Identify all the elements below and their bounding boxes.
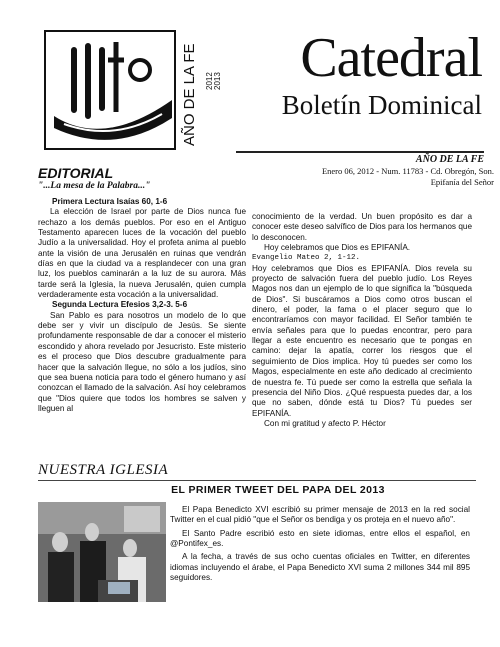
second-reading-paragraph: San Pablo es para nosotros un modelo de lo que debe ser y vivir un discípulo de Jesús. Se siente profundamente responsable de dar a conocer el misterio escondido y ahora revelado por Jesucristo. Este misterio es el proceso que Dios descubre gradualmente para hacer que la salvación llegue, no sólo a los judíos, sino que sea buena noticia para todo el género humano y así conozcan el llamado de la salvación. Así hoy celebramos que "Dios quiere que todos los hombres se salven y lleguen al [38, 310, 246, 413]
article-paragraph: El Papa Benedicto XVI escribió su primer mensaje de 2013 en la red social Twitter en el cual pidió "que el Señor os bendiga y os proteja en el nuevo año". [170, 505, 470, 525]
feast-line: Epifanía del Señor [430, 177, 494, 187]
pope-tablet-photo [38, 502, 166, 602]
editorial-subtitle: "...La mesa de la Palabra..." [38, 181, 151, 191]
epiphany-statement: Hoy celebramos que Dios es EPIFANÍA. [264, 243, 411, 253]
gospel-reflection: Hoy celebramos que Dios es EPIFANÍA. Dios revela su proyecto de salvación fuera del pueblo judío. Los Reyes Magos nos dan un ejemplo de lo que significa la "búsqueda de Dios". Si buscáramos a Dios como otros buscan el dinero, el poder, la fama o el placer seguro que lo encontraríamos con mayor facilidad. El Señor también te envía señales para que lo puedas encontrar, pero para llegar a este encuentro es necesario que te pongas en camino: dejar la apatía, correr los riesgos que el seguimiento de Dios implica. Hoy tú puedes ser como los Magos, especialmente en este año dedicado al crecimiento de nuestra fe. Tú puede ser como la estrella que señala la presencia del Niño Dios. ¿Qué respuesta puedes dar, a los que no saben, dónde está tu Dios? Tú puedes ser EPIFANÍA. [252, 263, 472, 418]
issue-line: Enero 06, 2012 - Num. 11783 - Cd. Obregón, Son. [321, 166, 494, 176]
gospel-reference: Evangelio Mateo 2, 1-12. [252, 254, 361, 263]
masthead-subtitle: Boletín Dominical [281, 90, 482, 120]
article-title: EL PRIMER TWEET DEL PAPA DEL 2013 [171, 484, 385, 496]
header-divider [236, 151, 484, 153]
second-reading-heading: Segunda Lectura Efesios 3,2-3. 5-6 [52, 300, 188, 310]
year-of-faith-label: AÑO DE LA FE [415, 154, 484, 165]
article-paragraph: El Santo Padre escribió esto en siete idiomas, entre ellos el español, en @Pontifex_es. [170, 528, 470, 549]
signoff: Con mi gratitud y afecto P. Héctor [264, 418, 386, 428]
year-of-faith-logo [44, 30, 228, 152]
editorial-title: EDITORIAL [38, 165, 114, 181]
logo-graphic [44, 30, 228, 152]
logo-year-2012: 2012 [205, 72, 214, 90]
logo-year-2013: 2013 [213, 72, 222, 90]
editorial-continuation: conocimiento de la verdad. Un buen propósito es dar a conocer este deseo salvífico de Dios para los hermanos que lo desconocen. [252, 212, 472, 242]
logo-text: AÑO DE LA FE [181, 43, 198, 146]
editorial-right-column [252, 212, 472, 429]
first-reading-heading: Primera Lectura Isaías 60, 1-6 [52, 197, 168, 206]
masthead-title: Catedral [300, 27, 482, 89]
section-divider [38, 480, 476, 481]
editorial-left-column [38, 197, 246, 414]
article-body [170, 505, 470, 586]
article-paragraph: A la fecha, a través de sus ocho cuentas oficiales en Twitter, en diferentes idiomas incluyendo el árabe, el Papa Benedicto XVI suma 2 millones 344 mil 895 seguidores. [170, 552, 470, 583]
first-reading-paragraph: La elección de Israel por parte de Dios nunca fue rechazo a los demás pueblos. Por eso en el Antiguo Testamento aparecen luces de la vocación del pueblo Judío a la universalidad. Hoy el profeta anima al pueblo ante la visión de una Jerusalén en ruinas que vendrán días en que la ciudad va a resplandecer con una gran luz, los pueblos caminarán a la luz de su aurora. Más tarde será la Iglesia, la nueva Jerusalén, quien cumpla verdaderamente esta vocación a la universalidad. [38, 207, 246, 300]
section-title: NUESTRA IGLESIA [38, 462, 169, 478]
